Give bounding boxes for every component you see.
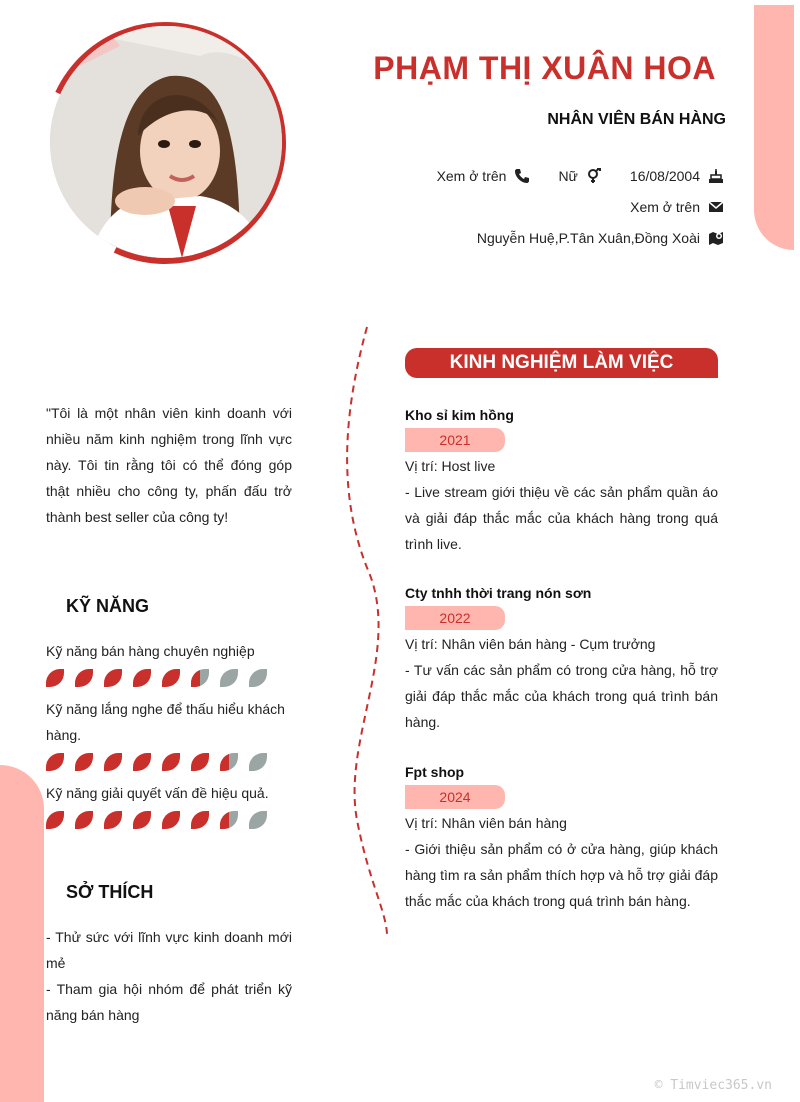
rating-leaf-icon (104, 753, 122, 771)
address-value: Nguyễn Huệ,P.Tân Xuân,Đồng Xoài (476, 230, 700, 246)
experience-title: KINH NGHIỆM LÀM VIỆC (405, 348, 718, 378)
birthday-cake-icon (708, 168, 726, 184)
hobbies-title: SỞ THÍCH (66, 882, 154, 902)
gender-icon (586, 168, 604, 184)
rating-leaf-icon (104, 669, 122, 687)
year-badge: 2022 (405, 606, 505, 630)
skill-rating (46, 811, 278, 829)
rating-leaf-icon (104, 811, 122, 829)
phone-value: Xem ở trên (436, 168, 507, 184)
experience-item (405, 762, 718, 914)
rating-leaf-icon (46, 811, 64, 829)
role-text: Vị trí: Nhân viên bán hàng - Cụm trưởng (405, 636, 656, 652)
rating-leaf-icon (162, 811, 180, 829)
company-name: Cty tnhh thời trang nón sơn (405, 585, 592, 601)
rating-leaf-icon (46, 669, 64, 687)
rating-leaf-icon (191, 753, 209, 771)
phone-icon (514, 168, 532, 184)
rating-leaf-icon (162, 753, 180, 771)
decorative-corner-left (0, 765, 44, 1102)
rating-leaf-icon (133, 811, 151, 829)
rating-leaf-icon (220, 669, 238, 687)
hobbies-list (46, 924, 292, 1028)
experience-item (405, 405, 718, 557)
birthday-value: 16/08/2004 (629, 168, 700, 184)
about-text: "Tôi là một nhân viên kinh doanh với nhiều năm kinh nghiệm trong lĩnh vực này. Tôi tin rằng tôi có thể đóng góp thật nhiều cho công ty, phấn đấu trở thành best seller của công ty! (46, 405, 292, 525)
profile-photo (50, 26, 282, 258)
rating-leaf-icon (220, 811, 238, 829)
rating-leaf-icon (75, 811, 93, 829)
email-icon (708, 199, 726, 215)
hobby-item: - Thử sức với lĩnh vực kinh doanh mới mẻ (46, 929, 292, 971)
company-name: Kho sỉ kim hồng (405, 407, 514, 423)
rating-leaf-icon (220, 753, 238, 771)
gender-info (558, 168, 603, 184)
rating-leaf-icon (191, 811, 209, 829)
address-info (477, 230, 726, 246)
contact-row-3 (477, 230, 726, 246)
map-icon (708, 230, 726, 246)
description-text: - Live stream giới thiệu về các sản phẩm quần áo và giải đáp thắc mắc của khách hàng trong quá trình live. (405, 484, 718, 552)
rating-leaf-icon (75, 669, 93, 687)
role-text: Vị trí: Nhân viên bán hàng (405, 815, 567, 831)
role-text: Vị trí: Host live (405, 458, 496, 474)
experience-item (405, 583, 718, 735)
rating-leaf-icon (162, 669, 180, 687)
year-badge: 2021 (405, 428, 505, 452)
gender-value: Nữ (558, 168, 578, 184)
description-text: - Giới thiệu sản phẩm có ở cửa hàng, giúp khách hàng tìm ra sản phẩm thích hợp và hỗ trợ giải đáp thắc mắc của khách trong quá trình bán hàng. (405, 841, 718, 909)
contact-row-1 (437, 168, 726, 184)
description-text: - Tư vấn các sản phẩm có trong cửa hàng, hỗ trợ giải đáp thắc mắc của khách trong quá trình bán hàng. (405, 662, 718, 730)
skill-rating (46, 753, 278, 771)
skill-name: Kỹ năng bán hàng chuyên nghiệp (46, 643, 255, 659)
candidate-name: PHẠM THỊ XUÂN HOA (373, 50, 716, 86)
skill-name: Kỹ năng giải quyết vấn đề hiệu quả. (46, 785, 269, 801)
hobby-item: - Tham gia hội nhóm để phát triển kỹ năng bán hàng (46, 981, 292, 1023)
year-badge: 2024 (405, 785, 505, 809)
rating-leaf-icon (191, 669, 209, 687)
rating-leaf-icon (249, 669, 267, 687)
rating-leaf-icon (46, 753, 64, 771)
skill-name: Kỹ năng lắng nghe để thấu hiểu khách hàng. (46, 701, 285, 743)
skill-rating (46, 669, 278, 687)
email-info (630, 199, 726, 215)
rating-leaf-icon (75, 753, 93, 771)
watermark: © Timviec365.vn (654, 1078, 772, 1093)
rating-leaf-icon (249, 811, 267, 829)
dashed-wave-divider (340, 325, 400, 940)
job-title: NHÂN VIÊN BÁN HÀNG (547, 111, 726, 128)
birthday-info (630, 168, 726, 184)
phone-info (437, 168, 533, 184)
email-value: Xem ở trên (630, 199, 700, 215)
contact-row-2 (630, 199, 726, 215)
rating-leaf-icon (249, 753, 267, 771)
rating-leaf-icon (133, 753, 151, 771)
decorative-corner-right (754, 5, 794, 250)
company-name: Fpt shop (405, 764, 465, 780)
portrait-illustration (50, 26, 282, 258)
skills-title: KỸ NĂNG (66, 596, 150, 616)
rating-leaf-icon (133, 669, 151, 687)
